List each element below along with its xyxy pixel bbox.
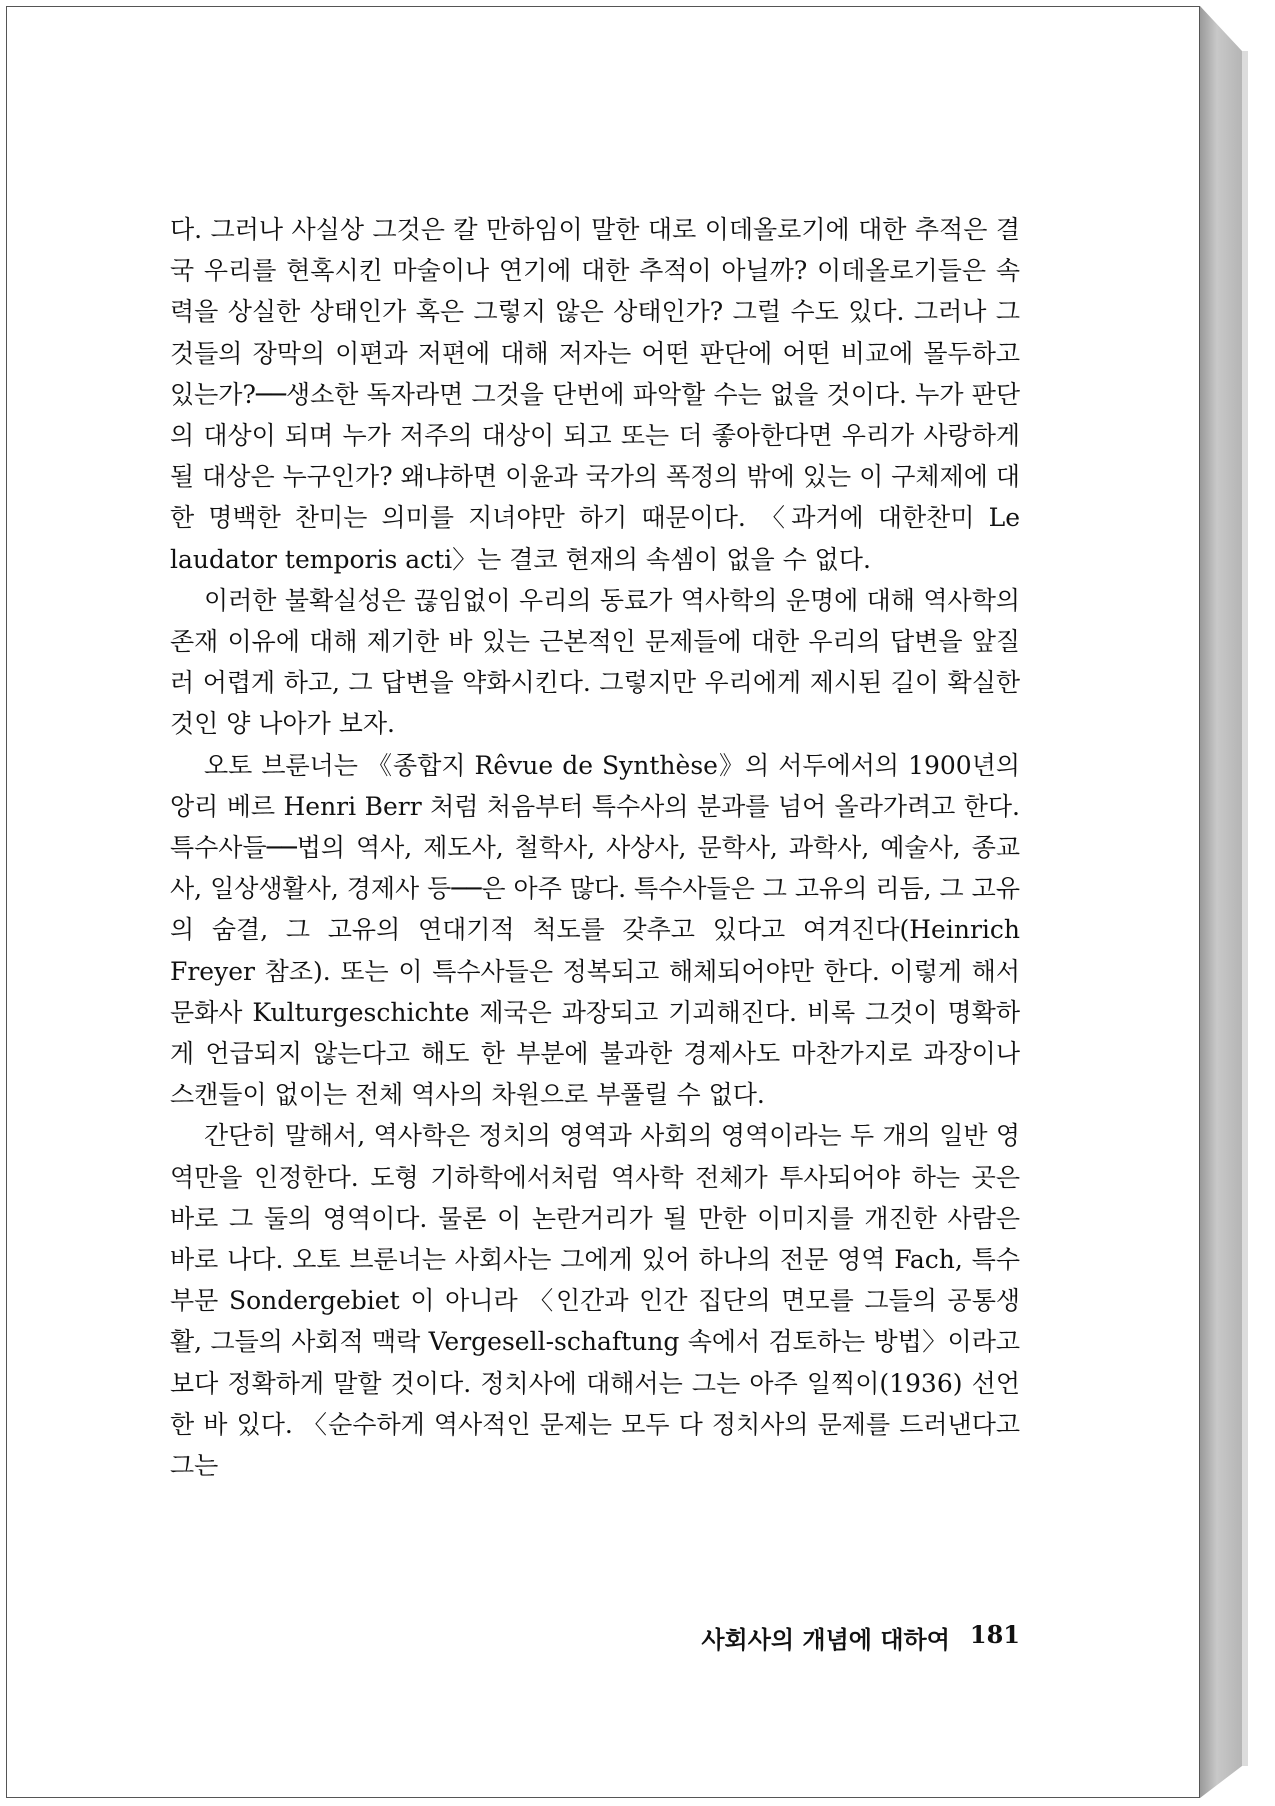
- paragraph-1: 다. 그러나 사실상 그것은 칼 만하임이 말한 대로 이데올로기에 대한 추적은 결국 우리를 현혹시킨 마술이나 연기에 대한 추적이 아닐까? 이데올로기들은 속력을 상실한 상태인가 혹은 그렇지 않은 상태인가? 그럴 수도 있다. 그러나 그것들의 장막의 이편과 저편에 대해 저자는 어떤 판단에 어떤 비교에 몰두하고 있는가?──생소한 독자라면 그것을 단번에 파악할 수는 없을 것이다. 누가 판단의 대상이 되며 누가 저주의 대상이 되고 또는 더 좋아한다면 우리가 사랑하게 될 대상은 누구인가? 왜냐하면 이윤과 국가의 폭정의 밖에 있는 이 구체제에 대한 명백한 찬미는 의미를 지녀야만 하기 때문이다. 〈과거에 대한찬미 Le laudator temporis acti〉는 결코 현재의 속셈이 없을 수 없다.: [170, 215, 1020, 574]
- paragraph-4: 간단히 말해서, 역사학은 정치의 영역과 사회의 영역이라는 두 개의 일반 영역만을 인정한다. 도형 기하학에서처럼 역사학 전체가 투사되어야 하는 곳은 바로 그 둘의 영역이다. 물론 이 논란거리가 될 만한 이미지를 개진한 사람은 바로 나다. 오토 브룬너는 사회사는 그에게 있어 하나의 전문 영역 Fach, 특수 부문 Sondergebiet 이 아니라 〈인간과 인간 집단의 면모를 그들의 공통생활, 그들의 사회적 맥락 Vergesell-schaftung 속에서 검토하는 방법〉이라고 보다 정확하게 말할 것이다. 정치사에 대해서는 그는 아주 일찍이(1936) 선언한 바 있다. 〈순수하게 역사적인 문제는 모두 다 정치사의 문제를 드러낸다고 그는: [170, 1121, 1020, 1481]
- page-footer: [676, 1620, 1020, 1655]
- running-title: 사회사의 개념에 대하여: [701, 1625, 950, 1654]
- body-text: [170, 209, 1020, 1486]
- book-page-edge: [1200, 6, 1242, 1798]
- page-edge-shadow: [1242, 51, 1248, 1766]
- paragraph-3: 오토 브룬너는 《종합지 Rêvue de Synthèse》의 서두에서의 1900년의 앙리 베르 Henri Berr 처럼 처음부터 특수사의 분과를 넘어 올라가려고 한다. 특수사들──법의 역사, 제도사, 철학사, 사상사, 문학사, 과학사, 예술사, 종교사, 일상생활사, 경제사 등──은 아주 많다. 특수사들은 그 고유의 리듬, 그 고유의 숨결, 그 고유의 연대기적 척도를 갖추고 있다고 여겨진다(Heinrich Freyer 참조). 또는 이 특수사들은 정복되고 해체되어야만 한다. 이렇게 해서 문화사 Kulturgeschichte 제국은 과장되고 기괴해진다. 비록 그것이 명확하게 언급되지 않는다고 해도 한 부분에 불과한 경제사도 마찬가지로 과장이나 스캔들이 없이는 전체 역사의 차원으로 부풀릴 수 없다.: [170, 750, 1020, 1110]
- page-number: 181: [969, 1620, 1020, 1649]
- paragraph-2: 이러한 불확실성은 끊임없이 우리의 동료가 역사학의 운명에 대해 역사학의 존재 이유에 대해 제기한 바 있는 근본적인 문제들에 대한 우리의 답변을 앞질러 어렵게 하고, 그 답변을 약화시킨다. 그렇지만 우리에게 제시된 길이 확실한 것인 양 나아가 보자.: [170, 585, 1020, 739]
